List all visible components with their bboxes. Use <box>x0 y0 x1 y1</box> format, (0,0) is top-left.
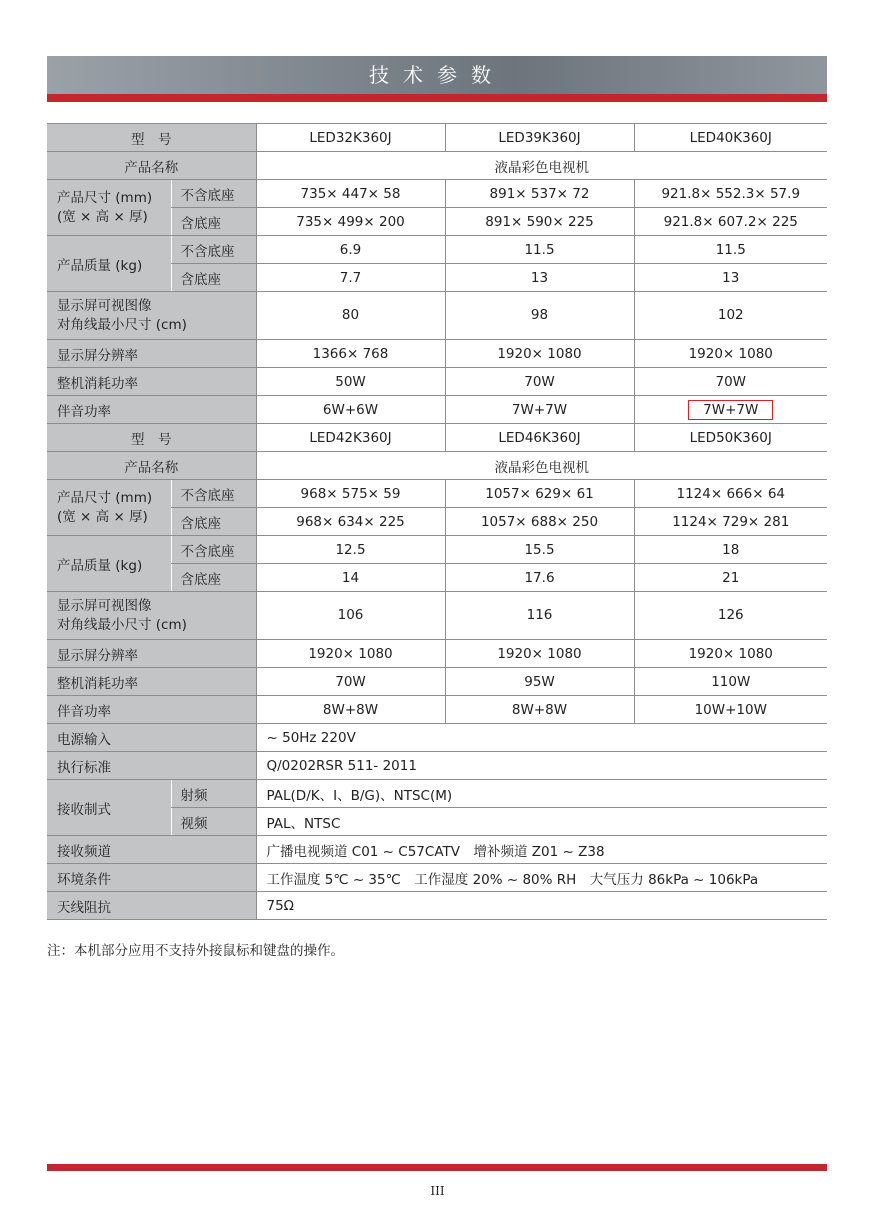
table-row <box>47 236 827 264</box>
table-row <box>47 292 827 340</box>
table-row <box>47 752 827 780</box>
size-cell: 921.8× 552.3× 57.9 <box>634 180 827 208</box>
weight-cell: 15.5 <box>445 536 634 564</box>
without-base-label: 不含底座 <box>171 480 256 508</box>
model-cell: LED39K360J <box>445 124 634 152</box>
model-cell: LED42K360J <box>256 424 445 452</box>
power-cell: 70W <box>256 668 445 696</box>
resolution-cell: 1920× 1080 <box>634 340 827 368</box>
header-banner <box>47 56 827 102</box>
table-row <box>47 180 827 208</box>
power-cell: 110W <box>634 668 827 696</box>
with-base-label: 含底座 <box>171 564 256 592</box>
weight-cell: 13 <box>634 264 827 292</box>
size-cell: 1057× 688× 250 <box>445 508 634 536</box>
weight-cell: 17.6 <box>445 564 634 592</box>
page-number: III <box>430 1184 445 1198</box>
antenna-label: 天线阻抗 <box>47 892 256 920</box>
table-row <box>47 592 827 640</box>
size-cell: 1124× 729× 281 <box>634 508 827 536</box>
video-label: 视频 <box>171 808 256 836</box>
size-cell: 735× 499× 200 <box>256 208 445 236</box>
channels-label: 接收频道 <box>47 836 256 864</box>
size-cell: 891× 537× 72 <box>445 180 634 208</box>
antenna-value: 75Ω <box>256 892 827 920</box>
audio-cell: 8W+8W <box>445 696 634 724</box>
table-row <box>47 124 827 152</box>
weight-cell: 18 <box>634 536 827 564</box>
without-base-label: 不含底座 <box>171 536 256 564</box>
audio-label: 伴音功率 <box>47 396 256 424</box>
weight-cell: 12.5 <box>256 536 445 564</box>
product-name-label: 产品名称 <box>47 152 256 180</box>
screen-size-cell: 80 <box>256 292 445 340</box>
footer-red-bar <box>47 1164 827 1171</box>
resolution-cell: 1920× 1080 <box>445 340 634 368</box>
power-cell: 70W <box>445 368 634 396</box>
size-cell: 968× 575× 59 <box>256 480 445 508</box>
weight-cell: 11.5 <box>634 236 827 264</box>
size-cell: 735× 447× 58 <box>256 180 445 208</box>
resolution-cell: 1920× 1080 <box>445 640 634 668</box>
highlight-box: 7W+7W <box>688 400 773 420</box>
audio-label: 伴音功率 <box>47 696 256 724</box>
weight-label: 产品质量 (kg) <box>47 236 171 292</box>
audio-cell: 10W+10W <box>634 696 827 724</box>
screen-size-cell: 116 <box>445 592 634 640</box>
table-row <box>47 424 827 452</box>
table-row <box>47 368 827 396</box>
screen-size-label: 显示屏可视图像 对角线最小尺寸 (cm) <box>47 292 256 340</box>
table-row <box>47 696 827 724</box>
model-cell: LED50K360J <box>634 424 827 452</box>
size-cell: 968× 634× 225 <box>256 508 445 536</box>
with-base-label: 含底座 <box>171 208 256 236</box>
table-row <box>47 152 827 180</box>
power-label: 整机消耗功率 <box>47 368 256 396</box>
screen-size-cell: 102 <box>634 292 827 340</box>
resolution-label: 显示屏分辨率 <box>47 640 256 668</box>
model-label: 型 号 <box>47 424 256 452</box>
table-row <box>47 536 827 564</box>
power-label: 整机消耗功率 <box>47 668 256 696</box>
table-row <box>47 724 827 752</box>
table-row <box>47 780 827 808</box>
product-name-label: 产品名称 <box>47 452 256 480</box>
table-row <box>47 480 827 508</box>
table-row <box>47 452 827 480</box>
without-base-label: 不含底座 <box>171 236 256 264</box>
page-title: 技术参数 <box>369 63 505 87</box>
without-base-label: 不含底座 <box>171 180 256 208</box>
product-name-cell: 液晶彩色电视机 <box>256 152 827 180</box>
weight-label: 产品质量 (kg) <box>47 536 171 592</box>
standard-value: Q/0202RSR 511- 2011 <box>256 752 827 780</box>
table-row <box>47 892 827 920</box>
table-row <box>47 668 827 696</box>
size-label: 产品尺寸 (mm) (宽 × 高 × 厚) <box>47 180 171 236</box>
weight-cell: 14 <box>256 564 445 592</box>
environment-value: 工作温度 5℃ ~ 35℃ 工作湿度 20% ~ 80% RH 大气压力 86kPa ~ 106kPa <box>256 864 827 892</box>
resolution-cell: 1920× 1080 <box>634 640 827 668</box>
table-row <box>47 640 827 668</box>
size-cell: 1057× 629× 61 <box>445 480 634 508</box>
size-label: 产品尺寸 (mm) (宽 × 高 × 厚) <box>47 480 171 536</box>
table-row <box>47 836 827 864</box>
channels-value: 广播电视频道 C01 ~ C57CATV 增补频道 Z01 ~ Z38 <box>256 836 827 864</box>
weight-cell: 7.7 <box>256 264 445 292</box>
audio-cell-highlighted <box>634 396 827 424</box>
model-label: 型 号 <box>47 124 256 152</box>
weight-cell: 11.5 <box>445 236 634 264</box>
header-red-stripe <box>47 94 827 102</box>
size-cell: 891× 590× 225 <box>445 208 634 236</box>
model-cell: LED46K360J <box>445 424 634 452</box>
table-row <box>47 340 827 368</box>
weight-cell: 6.9 <box>256 236 445 264</box>
rf-value: PAL(D/K、I、B/G)、NTSC(M) <box>256 780 827 808</box>
weight-cell: 21 <box>634 564 827 592</box>
with-base-label: 含底座 <box>171 264 256 292</box>
power-cell: 95W <box>445 668 634 696</box>
size-cell: 1124× 666× 64 <box>634 480 827 508</box>
footnote: 注：本机部分应用不支持外接鼠标和键盘的操作。 <box>47 943 344 959</box>
power-input-label: 电源输入 <box>47 724 256 752</box>
screen-size-cell: 106 <box>256 592 445 640</box>
rf-label: 射频 <box>171 780 256 808</box>
resolution-cell: 1920× 1080 <box>256 640 445 668</box>
power-cell: 50W <box>256 368 445 396</box>
environment-label: 环境条件 <box>47 864 256 892</box>
table-row <box>47 396 827 424</box>
audio-cell: 8W+8W <box>256 696 445 724</box>
model-cell: LED32K360J <box>256 124 445 152</box>
size-cell: 921.8× 607.2× 225 <box>634 208 827 236</box>
with-base-label: 含底座 <box>171 508 256 536</box>
model-cell: LED40K360J <box>634 124 827 152</box>
table-row <box>47 864 827 892</box>
video-value: PAL、NTSC <box>256 808 827 836</box>
spec-table <box>47 123 827 920</box>
standard-label: 执行标准 <box>47 752 256 780</box>
weight-cell: 13 <box>445 264 634 292</box>
resolution-cell: 1366× 768 <box>256 340 445 368</box>
resolution-label: 显示屏分辨率 <box>47 340 256 368</box>
receive-system-label: 接收制式 <box>47 780 171 836</box>
power-input-value: ~ 50Hz 220V <box>256 724 827 752</box>
power-cell: 70W <box>634 368 827 396</box>
screen-size-cell: 126 <box>634 592 827 640</box>
audio-cell: 7W+7W <box>445 396 634 424</box>
audio-cell: 6W+6W <box>256 396 445 424</box>
screen-size-label: 显示屏可视图像 对角线最小尺寸 (cm) <box>47 592 256 640</box>
product-name-cell: 液晶彩色电视机 <box>256 452 827 480</box>
screen-size-cell: 98 <box>445 292 634 340</box>
